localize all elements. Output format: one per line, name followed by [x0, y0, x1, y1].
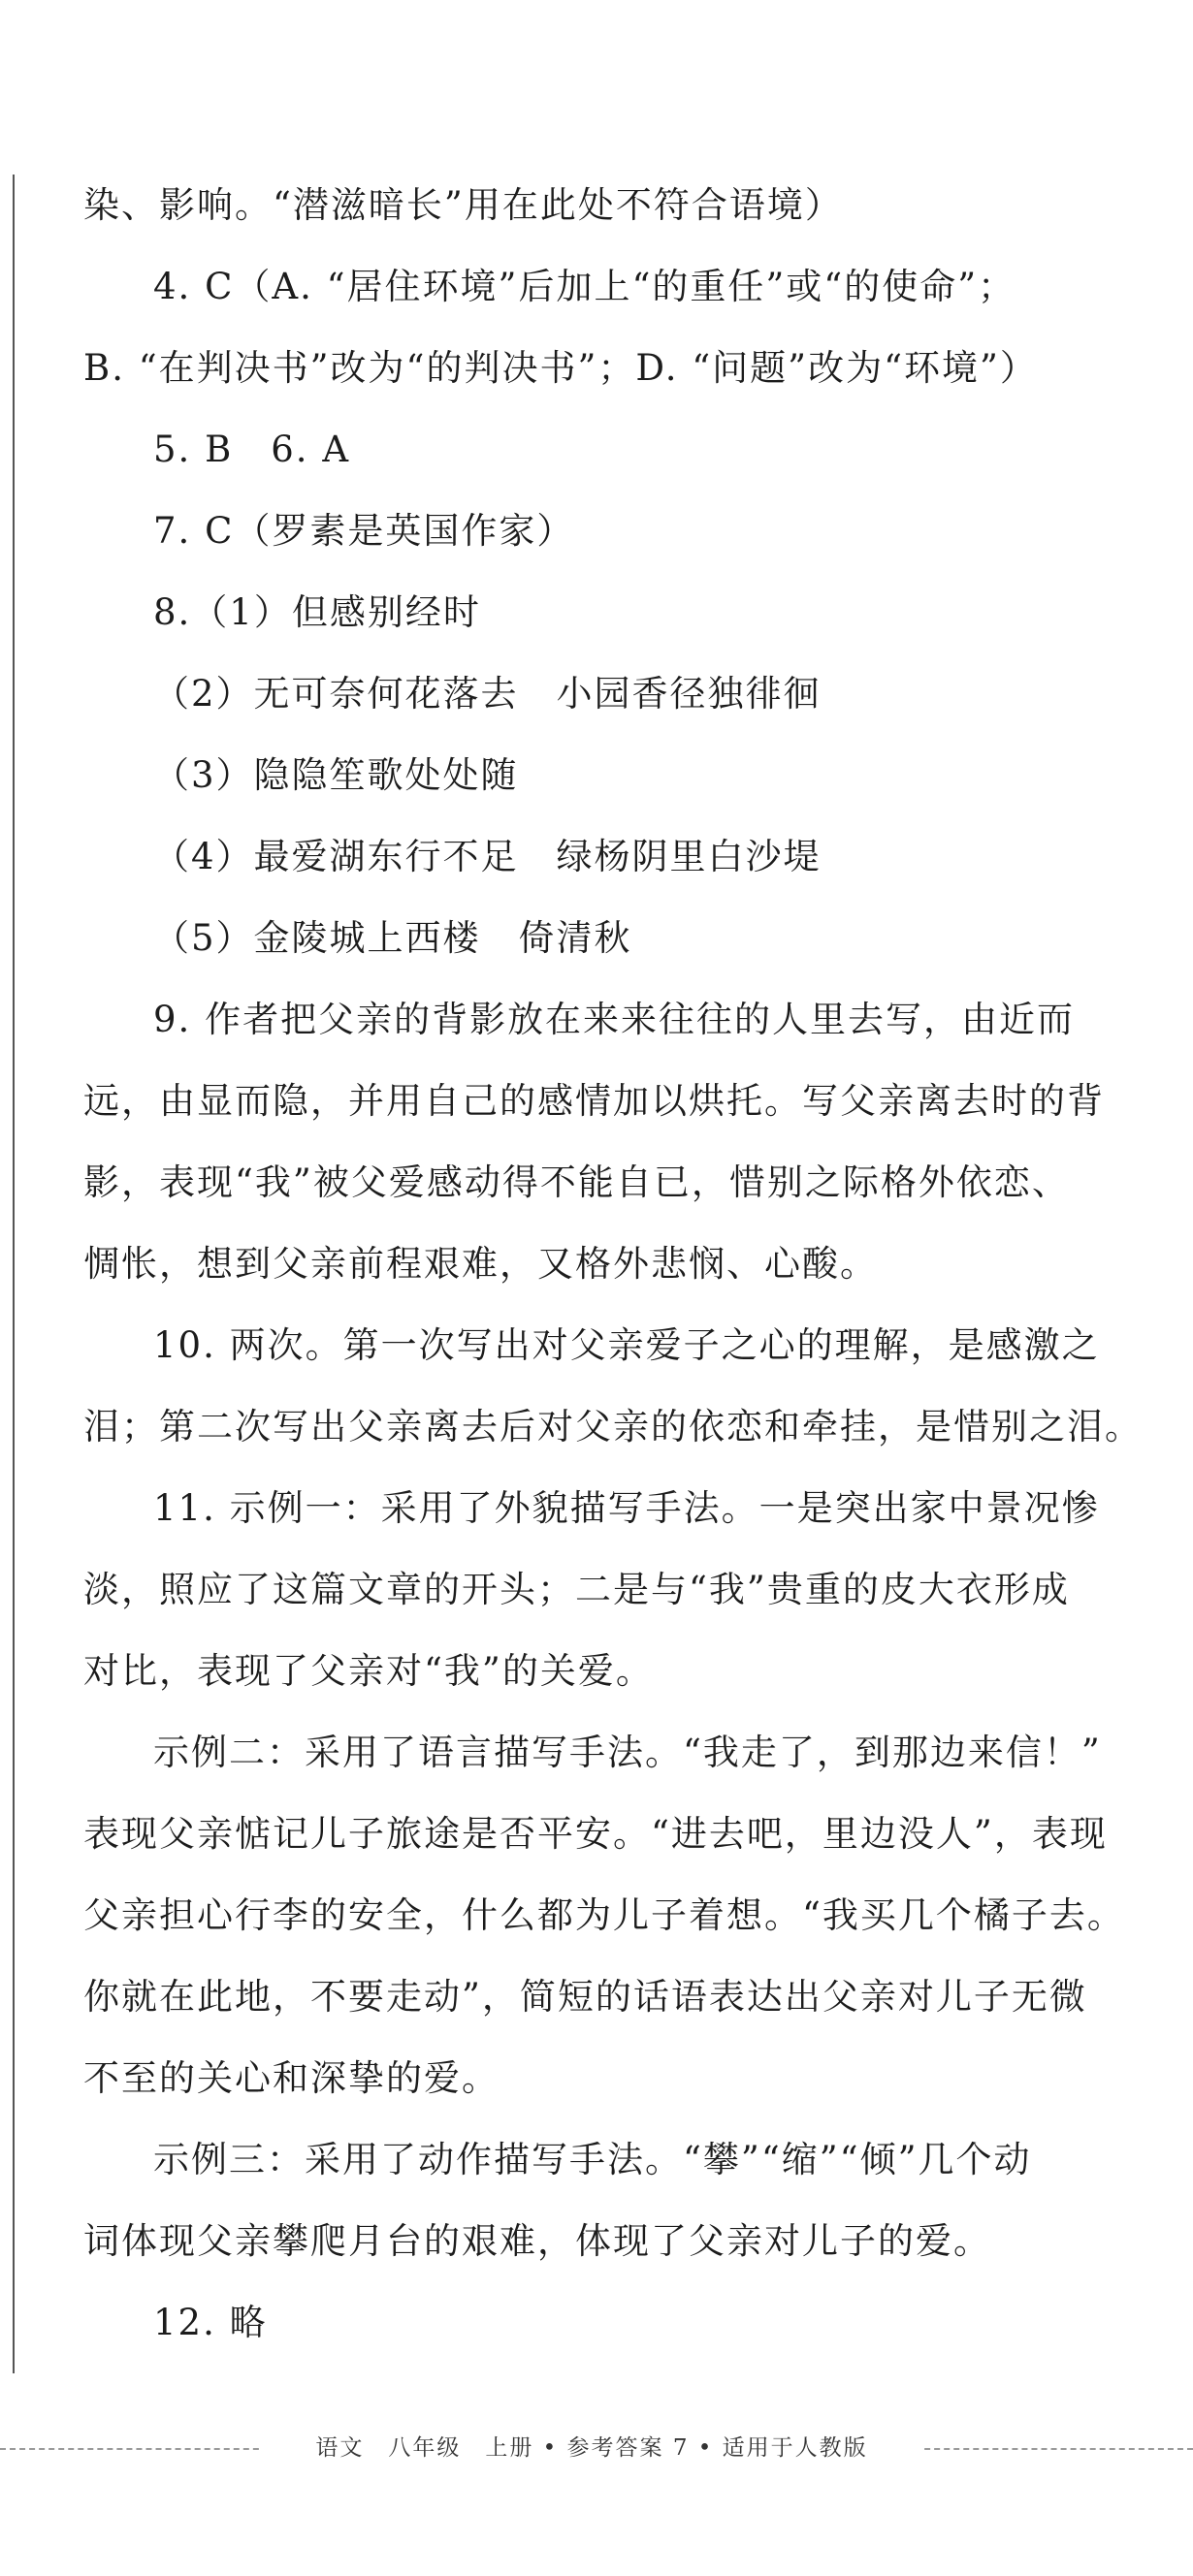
text-line: 7. C（罗素是英国作家） — [153, 510, 575, 552]
text-line: 12. 略 — [153, 2302, 268, 2343]
text-line: 示例三：采用了动作描写手法。“攀”“缩”“倾”几个动 — [153, 2139, 1032, 2180]
text-line: 词体现父亲攀爬月台的艰难，体现了父亲对儿子的爱。 — [83, 2220, 991, 2262]
text-line: 4. C（A. “居住环境”后加上“的重任”或“的使命”； — [153, 266, 1016, 307]
text-line: 你就在此地，不要走动”，简短的话语表达出父亲对儿子无微 — [83, 1976, 1087, 2018]
text-line: 表现父亲惦记儿子旅途是否平安。“进去吧，里边没人”，表现 — [83, 1813, 1108, 1855]
text-line: 惆怅，想到父亲前程艰难，又格外悲悯、心酸。 — [83, 1243, 878, 1285]
text-line: （3）隐隐笙歌处处随 — [153, 754, 519, 796]
text-line: 11. 示例一：采用了外貌描写手法。一是突出家中景况惨 — [153, 1487, 1100, 1529]
left-margin-line — [13, 175, 15, 2373]
page-footer: 语文 八年级 上册 • 参考答案 7 • 适用于人教版 — [262, 2424, 921, 2472]
text-line: B. “在判决书”改为“的判决书”；D. “问题”改为“环境”） — [83, 347, 1038, 389]
text-line: 淡，照应了这篇文章的开头；二是与“我”贵重的皮大衣形成 — [83, 1569, 1070, 1610]
text-line: 5. B 6. A — [153, 429, 351, 470]
text-line: 示例二：采用了语言描写手法。“我走了，到那边来信！” — [153, 1732, 1102, 1773]
answer-text-block — [83, 165, 1145, 2364]
text-line: 远，由显而隐，并用自己的感情加以烘托。写父亲离去时的背 — [83, 1080, 1105, 1122]
text-line: 对比，表现了父亲对“我”的关爱。 — [83, 1650, 654, 1692]
text-line: 父亲担心行李的安全，什么都为儿子着想。“我买几个橘子去。 — [83, 1894, 1125, 1936]
text-line: （4）最爱湖东行不足 绿杨阴里白沙堤 — [153, 836, 822, 877]
text-line: 染、影响。“潜滋暗长”用在此处不符合语境） — [83, 184, 843, 226]
text-line: 9. 作者把父亲的背影放在来来往往的人里去写，由近而 — [153, 999, 1076, 1040]
text-line: 8.（1）但感别经时 — [153, 591, 481, 633]
text-line: 影，表现“我”被父爱感动得不能自已，惜别之际格外依恋、 — [83, 1161, 1070, 1203]
text-line: 泪；第二次写出父亲离去后对父亲的依恋和牵挂，是惜别之泪。 — [83, 1406, 1143, 1447]
text-line: （2）无可奈何花落去 小园香径独徘徊 — [153, 673, 822, 715]
text-line: 10. 两次。第一次写出对父亲爱子之心的理解，是感激之 — [153, 1324, 1100, 1366]
text-line: （5）金陵城上西楼 倚清秋 — [153, 917, 632, 959]
text-line: 不至的关心和深挚的爱。 — [83, 2057, 500, 2099]
